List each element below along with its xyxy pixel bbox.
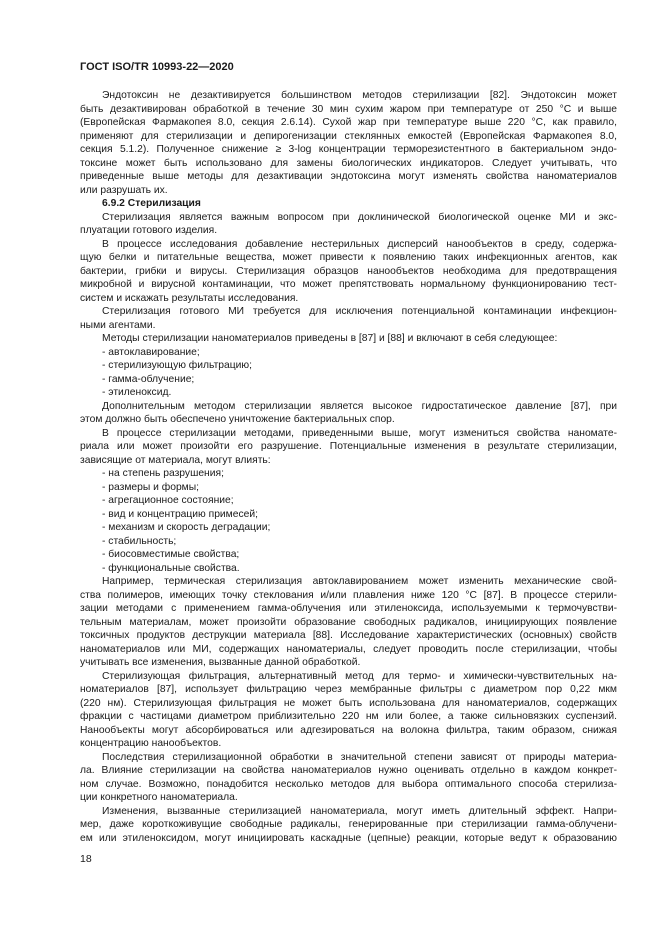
page-number: 18 xyxy=(80,853,92,865)
list-item: - на степень разрушения; xyxy=(102,468,224,479)
text-line: быть дезактивирован обработкой в течение 30 мин сухим жаром при температуре от 250 °С и выше xyxy=(80,103,617,115)
page-flow xyxy=(80,89,617,866)
list-item: - агрегационное состояние; xyxy=(102,495,234,506)
text-line: плуатации готового изделия. xyxy=(80,225,218,236)
text-line: ном случае. Возможно, понадобится несколько методов для выбора оптимального способа стерилиза- xyxy=(80,778,617,790)
list-item: - функциональные свойства. xyxy=(102,562,240,574)
paragraph xyxy=(80,427,617,468)
text-line: Стерилизующая фильтрация, альтернативный метод для термо- и химически-чувствительных на- xyxy=(102,670,617,682)
text-line: Последствия стерилизационной обработки в значительной степени зависят от природы материа- xyxy=(102,751,617,763)
text-line: секция 5.1.2). Полученное снижение ≥ 3-log концентрации терморезистентного в бактериальном эндо- xyxy=(80,144,617,155)
list-item: - стабильность; xyxy=(102,535,177,547)
list-item: - размеры и формы; xyxy=(102,481,200,493)
text-line: ции конкретного наноматериала. xyxy=(80,792,238,803)
text-line: токсичных продуктов деструкции материала [88]. Исследование характеристических (основных) свойств xyxy=(80,630,617,641)
text-line: мер, даже короткоживущие свободные радикалы, генерированные при стерилизации гамма-облучени- xyxy=(80,819,617,830)
list-item: - механизм и скорость деградации; xyxy=(102,522,271,533)
text-line: ства полимеров, имеющих точку стеклования и/или плавления ниже 120 °С [87]. В процессе стерили- xyxy=(80,589,617,601)
text-line: Стерилизация готового МИ требуется для исключения потенциальной контаминации инфекцион- xyxy=(102,306,617,317)
list-item: - автоклавирование; xyxy=(102,346,200,358)
paragraph xyxy=(80,332,617,346)
section-heading xyxy=(80,197,617,211)
text-line: В процессе исследования добавление нестерильных дисперсий нанообъектов в среду, содержа- xyxy=(102,238,617,250)
paragraph xyxy=(80,305,617,332)
text-line: щую белки и питательные вещества, может привести к появлению таких инфекционных агентов, как xyxy=(80,252,617,263)
paragraph xyxy=(80,670,617,751)
text-line: наноматериалов или МИ, содержащих наноматериалы, следует проводить после стерилизации, чтобы xyxy=(80,643,617,655)
text-line: систем и искажать результаты исследования. xyxy=(80,292,299,304)
text-line: (220 нм). Стерилизующая фильтрация не может быть использована для наноматериалов, содержащих xyxy=(80,697,617,709)
text-line: бактерии, грибки и вирусы. Стерилизация образцов нанообъектов необходима для предотвращения xyxy=(80,265,617,277)
paragraph xyxy=(80,211,617,238)
list-item: - гамма-облучение; xyxy=(102,373,195,385)
document-body xyxy=(80,89,617,845)
text-line: ными агентами. xyxy=(80,319,156,331)
text-line: В процессе стерилизации методами, приведенными выше, могут измениться свойства наномате- xyxy=(102,427,617,439)
text-line: токсине может быть использовано для замены биологических индикаторов. Следует учитывать, что xyxy=(80,157,617,169)
text-line: применяют для стерилизации и депирогенизации стеклянных емкостей (Европейская Фармакопея 8.0, xyxy=(80,130,617,142)
text-line: Дополнительным методом стерилизации является высокое гидростатическое давление [87], при xyxy=(102,400,617,412)
text-line: тельным материалам, может произойти образование свободных радикалов, инициирующих появление xyxy=(80,616,617,628)
text-line: Стерилизация является важным вопросом при доклинической биологической оценке МИ и экс- xyxy=(102,211,617,223)
text-line: (Европейская Фармакопея 8.0, секция 2.6.14). Сухой жар при температуре выше 220 °С, как правило, xyxy=(80,117,617,128)
list-item: - стерилизующую фильтрацию; xyxy=(102,360,252,371)
list-item: - биосовместимые свойства; xyxy=(102,549,240,560)
bullet-list xyxy=(80,467,617,575)
text-line: концентрацию нанообъектов. xyxy=(80,738,222,749)
paragraph xyxy=(80,575,617,670)
text-line: Эндотоксин не дезактивируется большинством методов стерилизации [82]. Эндотоксин может xyxy=(102,90,617,101)
list-item: - этиленоксид. xyxy=(102,387,172,398)
text-line: или разрушать их. xyxy=(80,184,168,196)
text-line: номатериалов [87], использует фильтрацию через мембранные фильтры с диаметром пор 0,22 мкм xyxy=(80,684,617,695)
paragraph xyxy=(80,89,617,197)
paragraph xyxy=(80,805,617,846)
paragraph xyxy=(80,751,617,805)
text-line: приведенные выше методы для дезактивации эндотоксина могут изменять свойства наноматериалов xyxy=(80,171,617,182)
text-line: зависящие от материала, могут влиять: xyxy=(80,454,271,466)
text-line: этом должно быть обеспечено уничтожение бактериальных спор. xyxy=(80,414,395,425)
text-line: ем или этиленоксидом, могут инициировать каскадные (цепные) реакции, которые ведут к образованию xyxy=(80,832,617,844)
paragraph xyxy=(80,400,617,427)
text-line: Нанообъекты могут абсорбироваться или адгезироваться на волокна фильтра, таким образом, снижая xyxy=(80,724,617,736)
text-line: Изменения, вызванные стерилизацией наноматериала, могут иметь длительный эффект. Напри- xyxy=(102,805,617,817)
text-line: 6.9.2 Стерилизация xyxy=(102,198,201,209)
text-line: зации методами с применением гамма-облучения или этиленоксида, используемыми к термочувстви- xyxy=(80,603,617,614)
bullet-list xyxy=(80,346,617,400)
text-line: ла. Влияние стерилизации на свойства наноматериалов нужно оценивать отдельно в каждом конкрет- xyxy=(80,765,617,776)
paragraph xyxy=(80,238,617,306)
list-item: - вид и концентрацию примесей; xyxy=(102,508,258,520)
text-line: Методы стерилизации наноматериалов приведены в [87] и [88] и включают в себя следующее: xyxy=(102,333,558,344)
text-line: учитывать все изменения, вызванные данной обработкой. xyxy=(80,657,361,668)
text-line: Например, термическая стерилизация автоклавированием может изменить механические свой- xyxy=(102,576,617,587)
document-header: ГОСТ ISO/TR 10993-22—2020 xyxy=(80,61,234,73)
text-line: фракции с частицами диаметром приблизительно 220 нм или более, а также сильновязких суспензий. xyxy=(80,711,617,722)
text-line: риала или может произойти его разрушение. Потенциальные изменения в результате стерилизации, xyxy=(80,441,617,452)
text-line: микробной и вирусной контаминации, что может препятствовать нормальному функционированию тест- xyxy=(80,279,617,290)
